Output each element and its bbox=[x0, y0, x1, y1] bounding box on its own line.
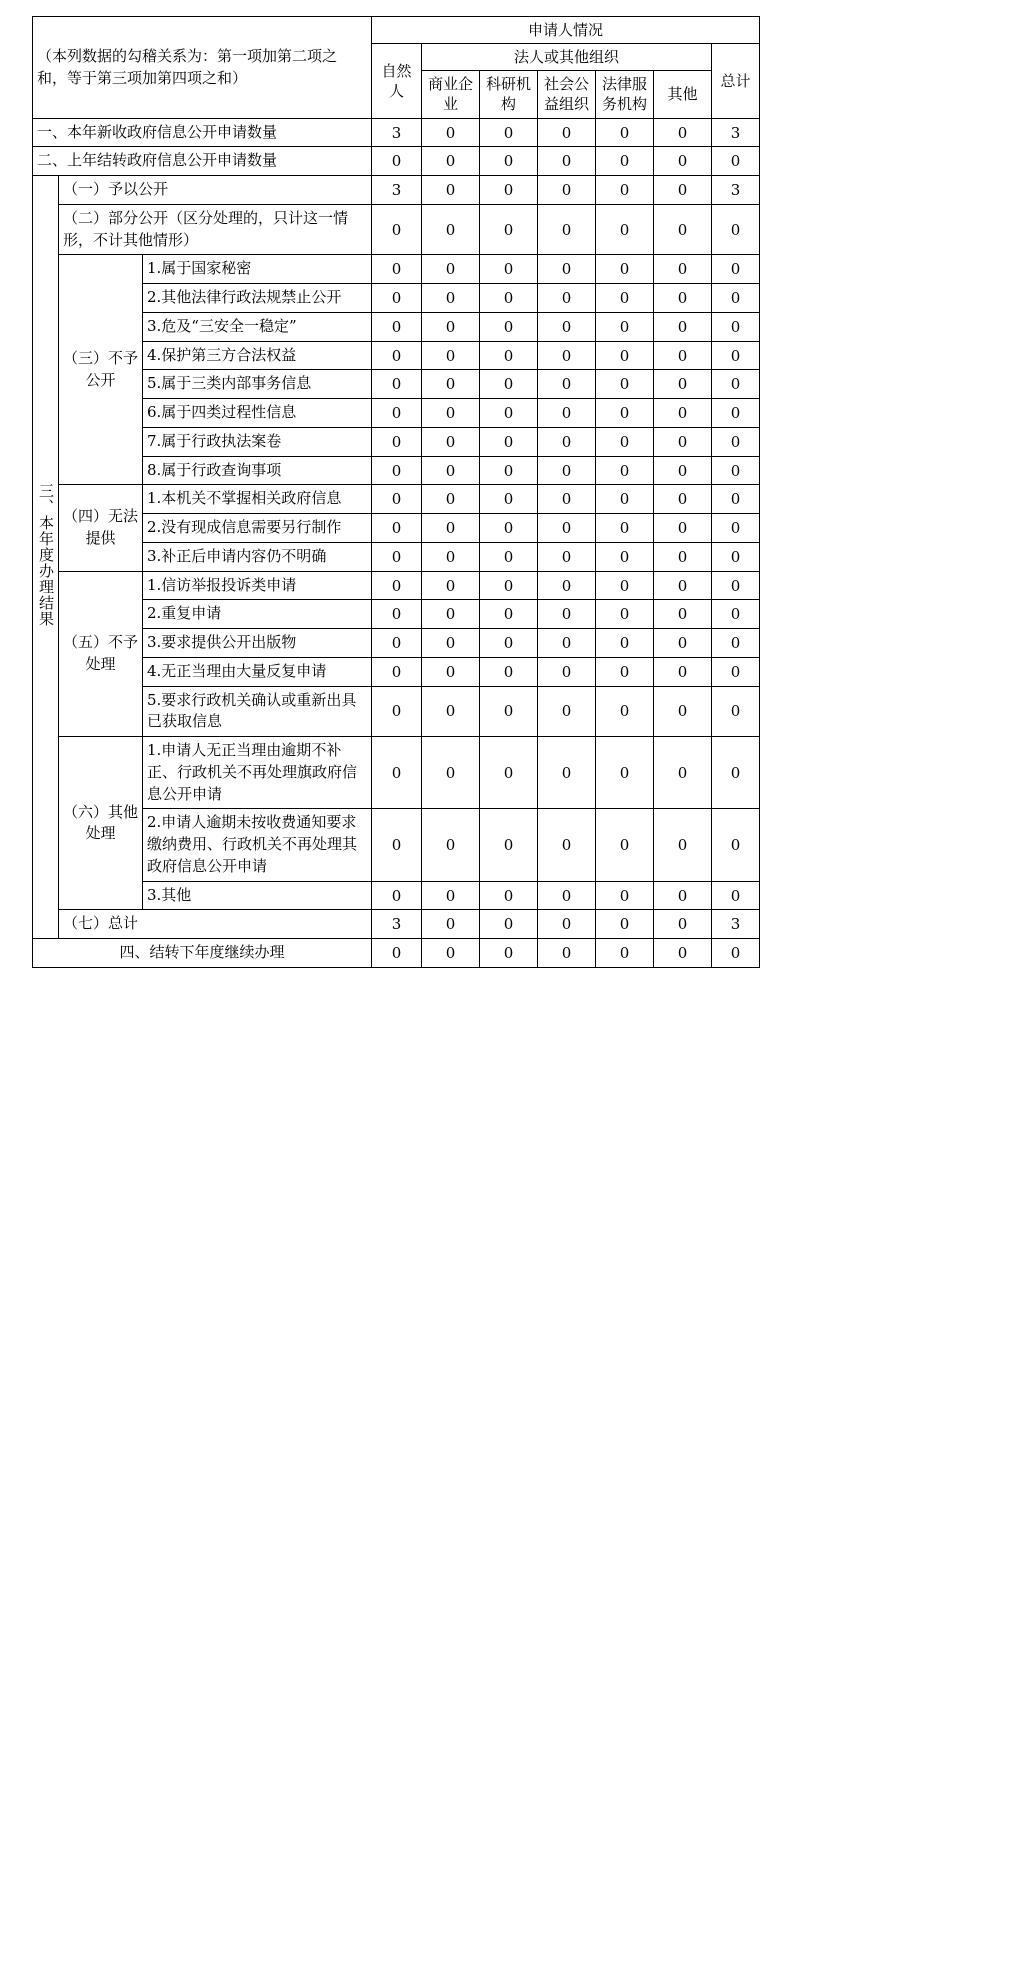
value-cell: 0 bbox=[421, 118, 479, 147]
value-cell: 0 bbox=[421, 600, 479, 629]
row-label-item: 6.属于四类过程性信息 bbox=[143, 399, 372, 428]
value-cell: 0 bbox=[653, 571, 711, 600]
row-label-item: 4.保护第三方合法权益 bbox=[143, 341, 372, 370]
value-cell: 0 bbox=[595, 629, 653, 658]
value-cell: 0 bbox=[537, 255, 595, 284]
value-cell: 0 bbox=[653, 600, 711, 629]
value-cell: 0 bbox=[371, 370, 421, 399]
value-cell: 0 bbox=[595, 571, 653, 600]
value-cell: 0 bbox=[479, 427, 537, 456]
value-cell: 0 bbox=[595, 542, 653, 571]
value-cell: 0 bbox=[711, 255, 759, 284]
row-label-group-1: （一）予以公开 bbox=[59, 176, 372, 205]
value-cell: 0 bbox=[595, 456, 653, 485]
value-cell: 3 bbox=[371, 910, 421, 939]
row-label-item: 8.属于行政查询事项 bbox=[143, 456, 372, 485]
value-cell: 0 bbox=[537, 118, 595, 147]
value-cell: 0 bbox=[421, 284, 479, 313]
row-group-5-1 bbox=[33, 571, 760, 600]
row-label-group-6: （六）其他处理 bbox=[59, 737, 143, 910]
value-cell: 0 bbox=[479, 399, 537, 428]
value-cell: 0 bbox=[371, 629, 421, 658]
value-cell: 0 bbox=[371, 571, 421, 600]
value-cell: 0 bbox=[711, 881, 759, 910]
value-cell: 0 bbox=[595, 118, 653, 147]
value-cell: 0 bbox=[537, 370, 595, 399]
value-cell: 0 bbox=[711, 939, 759, 968]
value-cell: 0 bbox=[595, 881, 653, 910]
value-cell: 0 bbox=[595, 370, 653, 399]
value-cell: 0 bbox=[653, 284, 711, 313]
value-cell: 0 bbox=[653, 255, 711, 284]
value-cell: 0 bbox=[479, 312, 537, 341]
value-cell: 0 bbox=[595, 284, 653, 313]
row-label-item: 3.危及“三安全一稳定” bbox=[143, 312, 372, 341]
value-cell: 0 bbox=[479, 284, 537, 313]
value-cell: 0 bbox=[537, 485, 595, 514]
value-cell: 0 bbox=[479, 571, 537, 600]
value-cell: 0 bbox=[653, 312, 711, 341]
row-group-5-2 bbox=[33, 600, 760, 629]
value-cell: 0 bbox=[653, 456, 711, 485]
value-cell: 0 bbox=[711, 204, 759, 255]
value-cell: 0 bbox=[537, 514, 595, 543]
value-cell: 0 bbox=[711, 399, 759, 428]
value-cell: 0 bbox=[371, 881, 421, 910]
row-1 bbox=[33, 118, 760, 147]
value-cell: 0 bbox=[711, 514, 759, 543]
value-cell: 0 bbox=[421, 312, 479, 341]
row-label-item: 2.申请人逾期未按收费通知要求缴纳费用、行政机关不再处理其政府信息公开申请 bbox=[143, 809, 372, 881]
value-cell: 0 bbox=[711, 809, 759, 881]
row-group-6-3 bbox=[33, 881, 760, 910]
row-label-item: 2.其他法律行政法规禁止公开 bbox=[143, 284, 372, 313]
value-cell: 0 bbox=[595, 657, 653, 686]
row-label-item: 5.属于三类内部事务信息 bbox=[143, 370, 372, 399]
header-column-4: 法律服务机构 bbox=[595, 71, 653, 119]
value-cell: 0 bbox=[537, 204, 595, 255]
row-group-6-2 bbox=[33, 809, 760, 881]
value-cell: 0 bbox=[595, 737, 653, 809]
value-cell: 0 bbox=[479, 657, 537, 686]
header-total: 总计 bbox=[711, 44, 759, 119]
row-group-3-4 bbox=[33, 341, 760, 370]
row-4 bbox=[33, 939, 760, 968]
value-cell: 0 bbox=[537, 939, 595, 968]
value-cell: 0 bbox=[371, 204, 421, 255]
value-cell: 0 bbox=[711, 485, 759, 514]
value-cell: 0 bbox=[653, 370, 711, 399]
value-cell: 0 bbox=[711, 571, 759, 600]
value-cell: 0 bbox=[479, 204, 537, 255]
value-cell: 0 bbox=[479, 542, 537, 571]
value-cell: 0 bbox=[595, 255, 653, 284]
value-cell: 0 bbox=[595, 399, 653, 428]
report-page bbox=[0, 16, 1024, 1977]
row-label-item: 1.本机关不掌握相关政府信息 bbox=[143, 485, 372, 514]
value-cell: 0 bbox=[595, 312, 653, 341]
header-natural-person: 自然人 bbox=[371, 44, 421, 119]
row-group-6-1 bbox=[33, 737, 760, 809]
value-cell: 0 bbox=[653, 542, 711, 571]
value-cell: 0 bbox=[479, 485, 537, 514]
value-cell: 0 bbox=[479, 910, 537, 939]
value-cell: 0 bbox=[479, 686, 537, 737]
value-cell: 0 bbox=[711, 427, 759, 456]
value-cell: 0 bbox=[711, 147, 759, 176]
value-cell: 0 bbox=[595, 485, 653, 514]
value-cell: 0 bbox=[595, 427, 653, 456]
row-group-3-2 bbox=[33, 284, 760, 313]
value-cell: 0 bbox=[371, 657, 421, 686]
value-cell: 0 bbox=[653, 118, 711, 147]
value-cell: 0 bbox=[479, 456, 537, 485]
row-2 bbox=[33, 147, 760, 176]
value-cell: 0 bbox=[711, 456, 759, 485]
value-cell: 3 bbox=[711, 910, 759, 939]
value-cell: 0 bbox=[371, 686, 421, 737]
value-cell: 0 bbox=[479, 737, 537, 809]
row-label-level1-4: 四、结转下年度继续办理 bbox=[33, 939, 372, 968]
value-cell: 0 bbox=[653, 686, 711, 737]
value-cell: 0 bbox=[595, 204, 653, 255]
row-label-item: 3.补正后申请内容仍不明确 bbox=[143, 542, 372, 571]
row-label-item: 3.要求提供公开出版物 bbox=[143, 629, 372, 658]
row-group-5-3 bbox=[33, 629, 760, 658]
value-cell: 0 bbox=[537, 176, 595, 205]
value-cell: 0 bbox=[595, 600, 653, 629]
value-cell: 3 bbox=[371, 176, 421, 205]
row-label-item: 5.要求行政机关确认或重新出具已获取信息 bbox=[143, 686, 372, 737]
row-label-level1: 一、本年新收政府信息公开申请数量 bbox=[33, 118, 372, 147]
value-cell: 0 bbox=[595, 910, 653, 939]
value-cell: 0 bbox=[537, 147, 595, 176]
row-group-3-1 bbox=[33, 255, 760, 284]
value-cell: 0 bbox=[479, 341, 537, 370]
value-cell: 0 bbox=[479, 600, 537, 629]
value-cell: 0 bbox=[371, 427, 421, 456]
value-cell: 0 bbox=[421, 370, 479, 399]
row-label-level1: 二、上年结转政府信息公开申请数量 bbox=[33, 147, 372, 176]
value-cell: 0 bbox=[371, 399, 421, 428]
value-cell: 0 bbox=[711, 370, 759, 399]
value-cell: 0 bbox=[421, 255, 479, 284]
section3-label-text: 三、本年度办理结果 bbox=[37, 483, 55, 628]
value-cell: 0 bbox=[537, 600, 595, 629]
value-cell: 0 bbox=[711, 686, 759, 737]
value-cell: 0 bbox=[421, 657, 479, 686]
value-cell: 0 bbox=[653, 341, 711, 370]
row-label-section3 bbox=[33, 176, 59, 939]
value-cell: 0 bbox=[421, 204, 479, 255]
header-column-5: 其他 bbox=[653, 71, 711, 119]
row-group-2-1 bbox=[33, 204, 760, 255]
value-cell: 0 bbox=[421, 542, 479, 571]
value-cell: 0 bbox=[595, 147, 653, 176]
row-group-1-1 bbox=[33, 176, 760, 205]
row-label-item: 2.重复申请 bbox=[143, 600, 372, 629]
value-cell: 0 bbox=[371, 514, 421, 543]
value-cell: 0 bbox=[421, 514, 479, 543]
value-cell: 0 bbox=[421, 341, 479, 370]
value-cell: 0 bbox=[421, 629, 479, 658]
value-cell: 0 bbox=[711, 542, 759, 571]
row-group-3-8 bbox=[33, 456, 760, 485]
value-cell: 0 bbox=[479, 255, 537, 284]
value-cell: 0 bbox=[595, 176, 653, 205]
value-cell: 0 bbox=[537, 312, 595, 341]
value-cell: 0 bbox=[711, 284, 759, 313]
row-group-4-3 bbox=[33, 542, 760, 571]
value-cell: 0 bbox=[371, 312, 421, 341]
value-cell: 0 bbox=[421, 456, 479, 485]
value-cell: 0 bbox=[653, 910, 711, 939]
value-cell: 0 bbox=[371, 939, 421, 968]
value-cell: 0 bbox=[537, 399, 595, 428]
value-cell: 0 bbox=[653, 399, 711, 428]
value-cell: 0 bbox=[537, 341, 595, 370]
value-cell: 0 bbox=[371, 147, 421, 176]
balance-note: （本列数据的勾稽关系为：第一项加第二项之和，等于第三项加第四项之和） bbox=[33, 17, 372, 119]
value-cell: 3 bbox=[711, 118, 759, 147]
value-cell: 0 bbox=[479, 809, 537, 881]
value-cell: 0 bbox=[653, 427, 711, 456]
value-cell: 0 bbox=[653, 176, 711, 205]
value-cell: 0 bbox=[479, 514, 537, 543]
row-group-3-5 bbox=[33, 370, 760, 399]
header-column-1: 商业企 业 bbox=[421, 71, 479, 119]
value-cell: 3 bbox=[371, 118, 421, 147]
value-cell: 0 bbox=[595, 341, 653, 370]
value-cell: 0 bbox=[653, 939, 711, 968]
value-cell: 0 bbox=[537, 629, 595, 658]
value-cell: 0 bbox=[653, 147, 711, 176]
row-group-4-2 bbox=[33, 514, 760, 543]
row-label-group-4: （四）无法提供 bbox=[59, 485, 143, 571]
value-cell: 0 bbox=[421, 881, 479, 910]
value-cell: 0 bbox=[537, 542, 595, 571]
value-cell: 0 bbox=[421, 910, 479, 939]
row-group-5-5 bbox=[33, 686, 760, 737]
row-label-group-2: （二）部分公开（区分处理的，只计这一情形，不计其他情形） bbox=[59, 204, 372, 255]
value-cell: 3 bbox=[711, 176, 759, 205]
value-cell: 0 bbox=[479, 370, 537, 399]
value-cell: 0 bbox=[537, 910, 595, 939]
value-cell: 0 bbox=[653, 737, 711, 809]
value-cell: 0 bbox=[421, 571, 479, 600]
value-cell: 0 bbox=[711, 737, 759, 809]
value-cell: 0 bbox=[711, 629, 759, 658]
value-cell: 0 bbox=[421, 147, 479, 176]
value-cell: 0 bbox=[371, 737, 421, 809]
value-cell: 0 bbox=[479, 939, 537, 968]
value-cell: 0 bbox=[371, 341, 421, 370]
value-cell: 0 bbox=[653, 881, 711, 910]
value-cell: 0 bbox=[653, 485, 711, 514]
value-cell: 0 bbox=[479, 629, 537, 658]
value-cell: 0 bbox=[479, 176, 537, 205]
row-label-item: 1.信访举报投诉类申请 bbox=[143, 571, 372, 600]
value-cell: 0 bbox=[537, 427, 595, 456]
row-group-3-3 bbox=[33, 312, 760, 341]
government-info-disclosure-table bbox=[32, 16, 760, 968]
value-cell: 0 bbox=[537, 284, 595, 313]
row-group-7-1 bbox=[33, 910, 760, 939]
value-cell: 0 bbox=[537, 686, 595, 737]
header-column-2: 科研机构 bbox=[479, 71, 537, 119]
row-label-group-3: （三）不予公开 bbox=[59, 255, 143, 485]
value-cell: 0 bbox=[537, 657, 595, 686]
row-label-item: 1.属于国家秘密 bbox=[143, 255, 372, 284]
value-cell: 0 bbox=[711, 657, 759, 686]
value-cell: 0 bbox=[595, 939, 653, 968]
value-cell: 0 bbox=[537, 737, 595, 809]
value-cell: 0 bbox=[371, 284, 421, 313]
value-cell: 0 bbox=[653, 629, 711, 658]
value-cell: 0 bbox=[421, 737, 479, 809]
value-cell: 0 bbox=[479, 118, 537, 147]
header-row-1 bbox=[33, 17, 760, 44]
value-cell: 0 bbox=[421, 485, 479, 514]
value-cell: 0 bbox=[371, 542, 421, 571]
value-cell: 0 bbox=[371, 456, 421, 485]
row-group-3-7 bbox=[33, 427, 760, 456]
header-column-3: 社会公益组织 bbox=[537, 71, 595, 119]
value-cell: 0 bbox=[595, 809, 653, 881]
value-cell: 0 bbox=[421, 809, 479, 881]
value-cell: 0 bbox=[371, 485, 421, 514]
value-cell: 0 bbox=[537, 809, 595, 881]
row-label-item: 7.属于行政执法案卷 bbox=[143, 427, 372, 456]
row-label-item: 2.没有现成信息需要另行制作 bbox=[143, 514, 372, 543]
value-cell: 0 bbox=[595, 686, 653, 737]
row-label-item: 1.申请人无正当理由逾期不补正、行政机关不再处理旗政府信息公开申请 bbox=[143, 737, 372, 809]
value-cell: 0 bbox=[711, 312, 759, 341]
value-cell: 0 bbox=[711, 600, 759, 629]
value-cell: 0 bbox=[421, 686, 479, 737]
value-cell: 0 bbox=[421, 427, 479, 456]
row-label-group-7: （七）总计 bbox=[59, 910, 372, 939]
header-legal-person-group: 法人或其他组织 bbox=[421, 44, 711, 71]
value-cell: 0 bbox=[479, 147, 537, 176]
value-cell: 0 bbox=[537, 571, 595, 600]
value-cell: 0 bbox=[371, 600, 421, 629]
row-label-item: 3.其他 bbox=[143, 881, 372, 910]
value-cell: 0 bbox=[537, 456, 595, 485]
value-cell: 0 bbox=[371, 809, 421, 881]
value-cell: 0 bbox=[421, 399, 479, 428]
row-group-3-6 bbox=[33, 399, 760, 428]
value-cell: 0 bbox=[537, 881, 595, 910]
value-cell: 0 bbox=[595, 514, 653, 543]
value-cell: 0 bbox=[371, 255, 421, 284]
value-cell: 0 bbox=[479, 881, 537, 910]
row-group-5-4 bbox=[33, 657, 760, 686]
value-cell: 0 bbox=[711, 341, 759, 370]
value-cell: 0 bbox=[421, 176, 479, 205]
header-applicant-group: 申请人情况 bbox=[371, 17, 759, 44]
value-cell: 0 bbox=[653, 809, 711, 881]
value-cell: 0 bbox=[653, 204, 711, 255]
row-label-item: 4.无正当理由大量反复申请 bbox=[143, 657, 372, 686]
value-cell: 0 bbox=[421, 939, 479, 968]
row-label-group-5: （五）不予处理 bbox=[59, 571, 143, 737]
value-cell: 0 bbox=[653, 514, 711, 543]
row-group-4-1 bbox=[33, 485, 760, 514]
value-cell: 0 bbox=[653, 657, 711, 686]
